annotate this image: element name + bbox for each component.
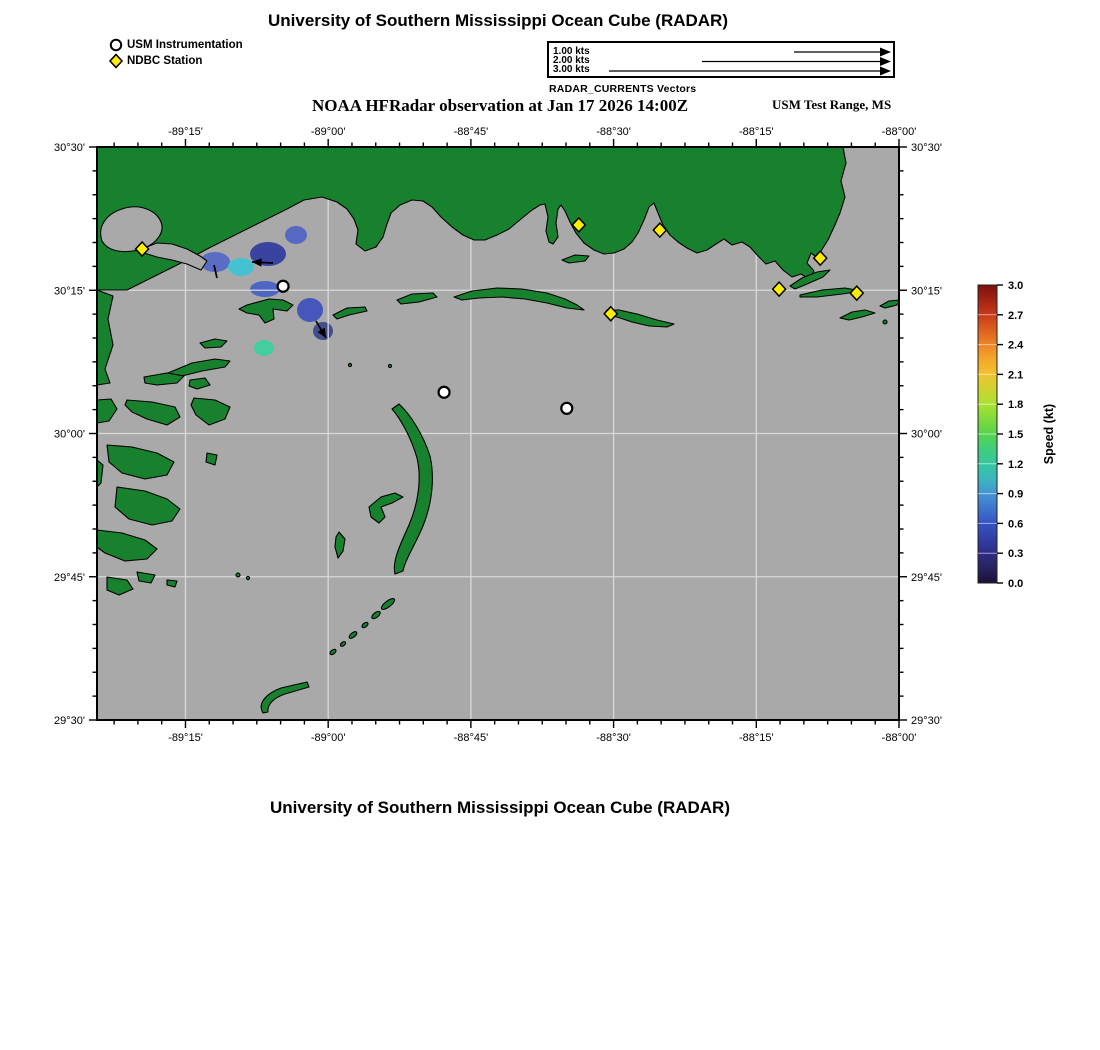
- colorbar-tick-label: 1.2: [1008, 458, 1024, 471]
- x-axis-tick-label: -88°30': [596, 126, 631, 138]
- colorbar-tick-label: 0.0: [1008, 578, 1024, 590]
- x-axis-tick-label: -88°00': [881, 126, 917, 138]
- y-axis-tick-label: 30°30': [911, 142, 942, 154]
- y-axis-tick-label: 29°45': [54, 571, 85, 584]
- current-speed-patch: [297, 298, 323, 322]
- y-axis-tick-label: 30°00': [54, 428, 85, 441]
- usm-instrumentation-marker: [278, 281, 289, 292]
- colorbar-tick-label: 1.8: [1008, 399, 1024, 412]
- usm-instrumentation-marker: [561, 403, 572, 414]
- x-axis-tick-label: -88°45': [453, 732, 489, 744]
- x-axis-tick-label: -89°15': [168, 126, 203, 138]
- y-axis-tick-label: 30°30': [54, 142, 85, 154]
- figure-caption: University of Southern Mississippi Ocean Cube (RADAR): [269, 798, 730, 817]
- colorbar-tick-label: 0.3: [1008, 548, 1024, 561]
- map-subtitle: NOAA HFRadar observation at Jan 17 2026 14:00Z: [311, 96, 689, 115]
- colorbar-axis-label: Speed (kt): [1042, 403, 1056, 465]
- y-axis-tick-label: 30°00': [911, 428, 942, 441]
- region-label: USM Test Range, MS: [772, 97, 892, 112]
- x-axis-tick-label: -89°15': [168, 732, 203, 744]
- y-axis-tick-label: 30°15': [54, 285, 85, 298]
- colorbar-tick-label: 0.6: [1008, 518, 1024, 531]
- x-axis-tick-label: -89°00': [310, 126, 346, 138]
- x-axis-tick-label: -88°45': [453, 126, 489, 138]
- usm-instrumentation-marker: [439, 387, 450, 398]
- page-title: University of Southern Mississippi Ocean Cube (RADAR): [267, 11, 728, 30]
- x-axis-tick-label: -88°15': [738, 126, 774, 138]
- vector-scale-label-1: 1.00 kts: [553, 46, 590, 57]
- x-axis-tick-label: -88°00': [881, 732, 917, 744]
- colorbar-tick-label: 2.1: [1008, 369, 1024, 382]
- colorbar-tick-label: 2.4: [1008, 339, 1024, 352]
- vector-scale-label-2: 2.00 kts: [553, 55, 590, 66]
- colorbar-tick-label: 1.5: [1008, 429, 1024, 441]
- vector-scale-label-3: 3.00 kts: [553, 64, 590, 75]
- legend-label-ndbc: NDBC Station: [127, 55, 203, 67]
- colorbar-tick-label: 2.7: [1008, 309, 1024, 322]
- current-speed-patch: [250, 281, 280, 297]
- y-axis-tick-label: 30°15': [911, 285, 942, 298]
- x-axis-tick-label: -88°30': [596, 732, 631, 744]
- colorbar: [978, 280, 1056, 590]
- legend-label-usm: USM Instrumentation: [127, 39, 243, 51]
- current-speed-patch: [285, 226, 307, 244]
- y-axis-tick-label: 29°45': [911, 571, 942, 584]
- colorbar-tick-label: 3.0: [1008, 280, 1024, 292]
- x-axis-tick-label: -89°00': [310, 732, 346, 744]
- current-speed-patch: [254, 340, 274, 356]
- vector-scale-caption: RADAR_CURRENTS Vectors: [549, 83, 697, 95]
- colorbar-tick-label: 0.9: [1008, 488, 1024, 501]
- x-axis-tick-label: -88°15': [738, 732, 774, 744]
- current-speed-patch: [228, 258, 254, 276]
- y-axis-tick-label: 29°30': [54, 715, 85, 727]
- y-axis-tick-label: 29°30': [911, 715, 942, 727]
